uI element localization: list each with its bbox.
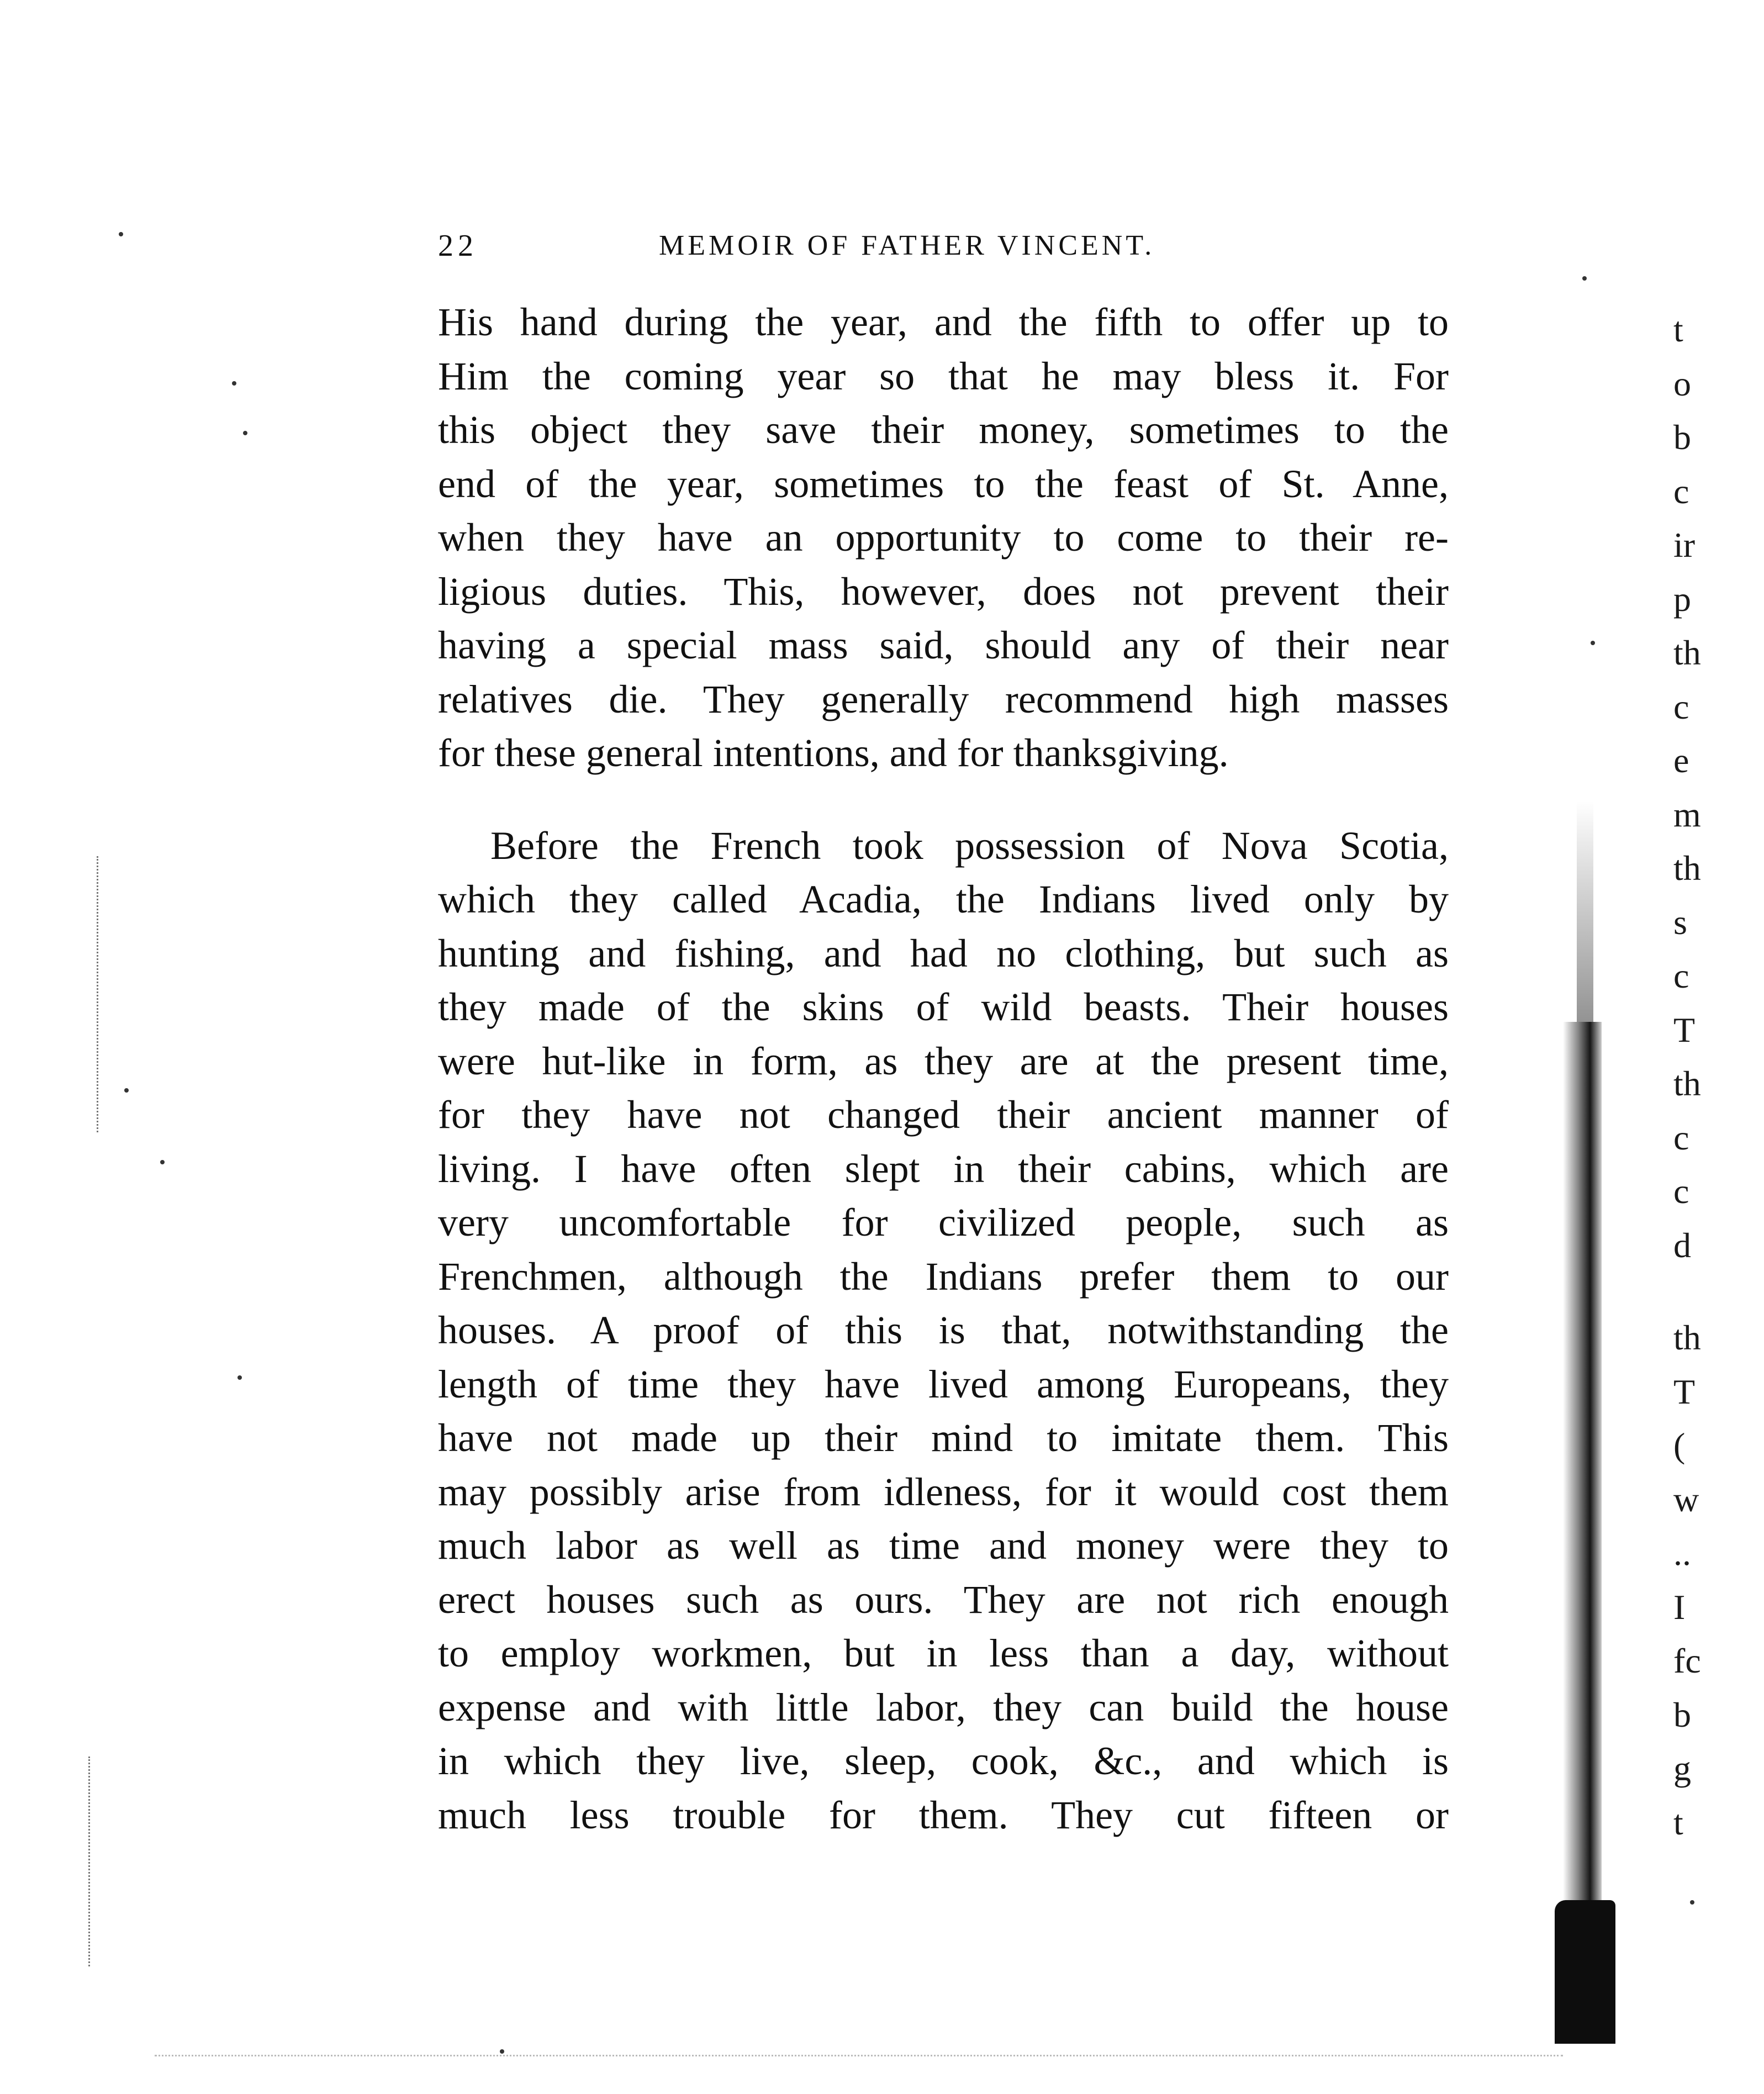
facing-fragment: T [1673,1372,1696,1411]
running-head [438,224,1449,268]
text-line: end of the year, sometimes to the feast of St. Anne, [438,461,1449,506]
gutter-shadow [1577,801,1593,1022]
facing-fragment: o [1673,363,1691,403]
text-line: this object they save their money, sometimes to the [438,408,1449,452]
facing-fragment: ( [1673,1426,1686,1465]
paragraph-2 [438,819,1449,1843]
scan-speck [1690,1900,1694,1905]
scan-speck [160,1160,165,1164]
text-line: very uncomfortable for civilized people, such as [438,1200,1449,1244]
facing-fragment: t [1673,1802,1683,1842]
text-line: expense and with little labor, they can build the house [438,1685,1449,1729]
text-line: were hut-like in form, as they are at the present time, [438,1038,1449,1083]
text-line: living. I have often slept in their cabins, which are [438,1146,1449,1191]
text-line: Him the coming year so that he may bless it. For [438,354,1449,398]
text-line: length of time they have lived among Europeans, they [438,1362,1449,1406]
text-line: to employ workmen, but in less than a day, without [438,1631,1449,1675]
text-line: His hand during the year, and the fifth to offer up to [438,300,1449,344]
text-line: having a special mass said, should any of their near [438,623,1449,667]
scan-speck [124,1088,129,1093]
facing-fragment: b [1673,418,1691,457]
scan-speck [232,381,236,386]
facing-fragment: d [1673,1225,1691,1265]
gutter-shadow [1563,1022,1602,2033]
facing-fragment: c [1673,1117,1689,1157]
facing-fragment: th [1673,1064,1701,1103]
facing-fragment: I [1673,1587,1686,1627]
facing-fragment: m [1673,794,1701,834]
scan-speck [243,431,247,435]
scan-speck [500,2049,504,2054]
text-line: they made of the skins of wild beasts. Their houses [438,985,1449,1029]
scan-speck [119,232,123,236]
text-line: ligious duties. This, however, does not prevent their [438,569,1449,614]
text-line: in which they live, sleep, cook, &c., and which is [438,1739,1449,1783]
facing-fragment: th [1673,1318,1701,1357]
paragraph-spacer [438,780,1449,819]
text-line: have not made up their mind to imitate them. This [438,1416,1449,1460]
facing-fragment: ir [1673,525,1696,565]
text-line: when they have an opportunity to come to their re- [438,515,1449,560]
scan-edge-noise [88,1757,96,1966]
text-line: may possibly arise from idleness, for it would cost them [438,1469,1449,1514]
page-number: 22 [438,229,478,263]
facing-fragment: th [1673,848,1701,888]
scan-speck [1591,641,1595,645]
facing-fragment: c [1673,687,1689,726]
facing-fragment: s [1673,902,1687,942]
text-line: relatives die. They generally recommend high masses [438,677,1449,721]
scan-speck [1582,276,1587,281]
facing-fragment: t [1673,310,1683,349]
facing-fragment: T [1673,1010,1696,1049]
text-line: Before the French took possession of Nova Scotia, [490,823,1449,868]
facing-fragment: b [1673,1695,1691,1734]
facing-fragment: p [1673,579,1691,619]
text-line: which they called Acadia, the Indians lived only by [438,877,1449,921]
text-line: houses. A proof of this is that, notwithstanding the [438,1308,1449,1352]
facing-fragment: .. [1673,1533,1691,1573]
facing-fragment: c [1673,956,1689,995]
text-line: much labor as well as time and money were they to [438,1523,1449,1568]
body-text [438,296,1449,1842]
text-line: for these general intentions, and for thanksgiving. [438,731,1229,775]
running-title: MEMOIR OF FATHER VINCENT. [659,230,1155,261]
text-line: hunting and fishing, and had no clothing, but such as [438,931,1449,975]
facing-fragment: th [1673,633,1701,672]
facing-page-fragments [1673,303,1740,1849]
scan-edge-noise [155,2055,1563,2060]
facing-fragment: c [1673,471,1689,511]
facing-fragment: e [1673,741,1689,780]
text-line: erect houses such as ours. They are not rich enough [438,1577,1449,1622]
facing-fragment: c [1673,1172,1689,1211]
text-line: much less trouble for them. They cut fifteen or [438,1792,1449,1837]
facing-fragment: fc [1673,1641,1701,1680]
gutter-shadow [1555,1900,1615,2044]
facing-fragment: g [1673,1749,1691,1788]
facing-fragment: w [1673,1479,1699,1519]
scan-speck [237,1375,242,1380]
facing-spacer [1673,1272,1740,1311]
text-line: for they have not changed their ancient manner of [438,1093,1449,1137]
paragraph-1 [438,296,1449,780]
text-line: Frenchmen, although the Indians prefer them to our [438,1254,1449,1299]
scan-edge-noise [97,856,104,1132]
